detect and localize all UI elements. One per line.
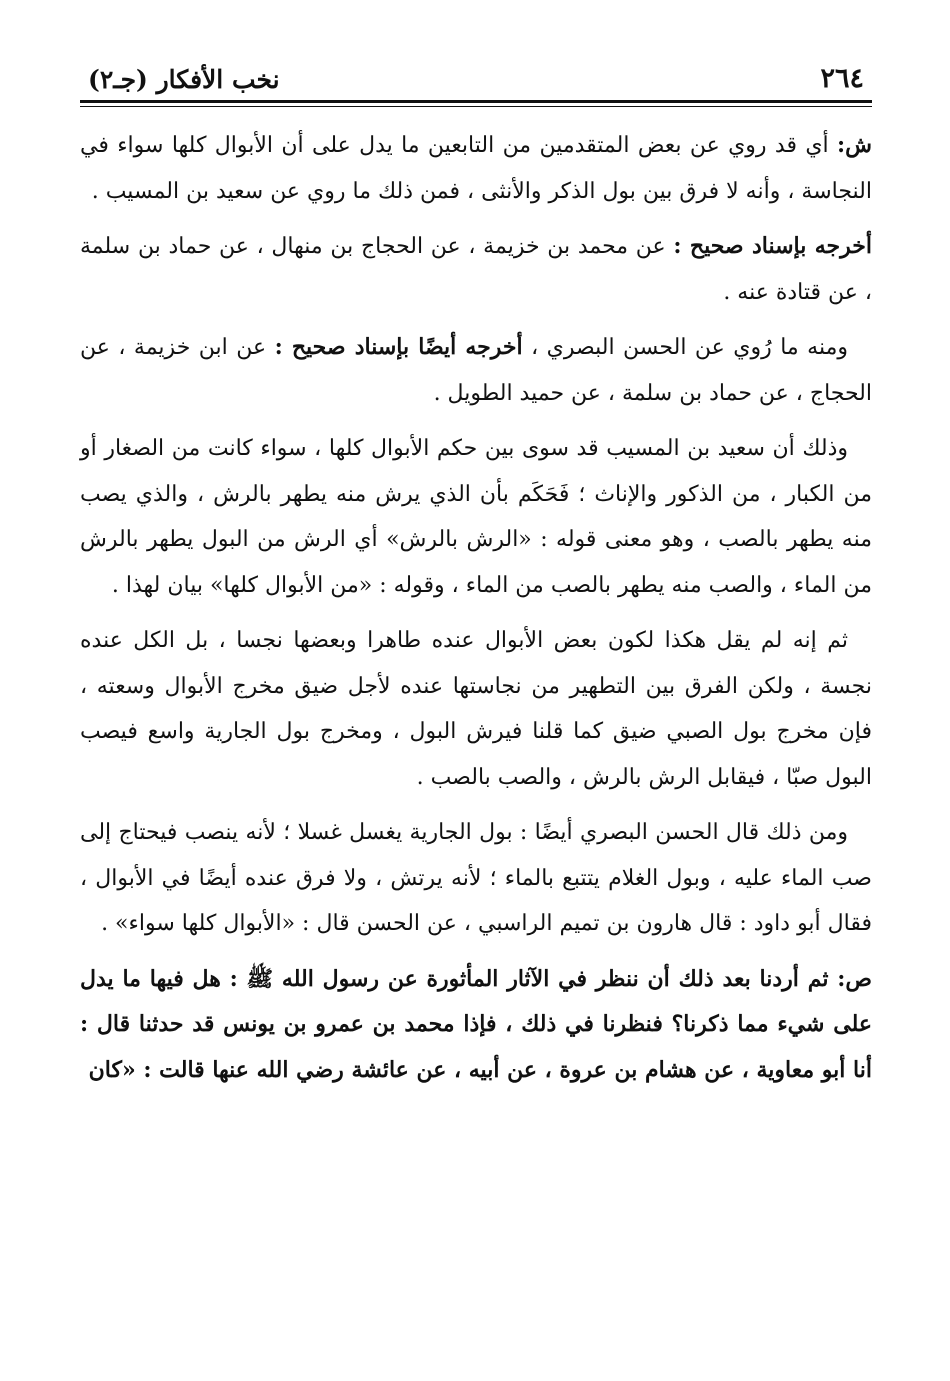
takhrij-label: أخرجه أيضًا بإسناد صحيح :	[274, 334, 523, 360]
page-body	[80, 123, 872, 1093]
paragraph-text: عن محمد بن خزيمة ، عن الحجاج بن منهال ، عن حماد بن سلمة ، عن قتادة عنه .	[80, 234, 872, 305]
sharh-marker: ش:	[837, 132, 872, 158]
book-title: نخب الأفكار (جـ٢)	[88, 65, 280, 94]
page-number: ٢٦٤	[820, 63, 864, 94]
header-rule-thick	[80, 100, 872, 103]
paragraph-explanation-3	[80, 810, 872, 947]
paragraph-text: عن ابن خزيمة ، عن الحجاج ، عن حماد بن سلمة ، عن حميد الطويل .	[80, 335, 872, 406]
paragraph-text: أي قد روي عن بعض المتقدمين من التابعين ما يدل على أن الأبوال كلها سواء في النجاسة ، وأنه لا فرق بين بول الذكر والأنثى ، فمن ذلك ما روي عن سعيد بن المسيب .	[80, 133, 872, 204]
paragraph-text: ثم إنه لم يقل هكذا لكون بعض الأبوال عنده طاهرا وبعضها نجسا ، بل الكل عنده نجسة ، ولكن الفرق بين التطهير من نجاستها عنده لأجل ضيق مخرج الأبوال وسعته ، فإن مخرج بول الصبي ضيق كما قلنا فيرش البول ، ومخرج بول الجارية واسع فيصب البول صبّا ، فيقابل الرش بالرش ، والصب بالصب .	[80, 628, 872, 790]
paragraph-matn	[80, 957, 872, 1094]
running-header	[80, 50, 872, 94]
paragraph-explanation-2	[80, 618, 872, 800]
paragraph-sharh-1	[80, 123, 872, 214]
matn-marker: ص:	[837, 965, 872, 992]
paragraph-explanation-1	[80, 426, 872, 608]
paragraph-takhrij-2	[80, 325, 872, 416]
paragraph-takhrij-1	[80, 224, 872, 315]
paragraph-text: ومنه ما رُوي عن الحسن البصري ،	[522, 335, 849, 360]
paragraph-text: ومن ذلك قال الحسن البصري أيضًا : بول الجارية يغسل غسلا ؛ لأنه ينصب فيحتاج إلى صب الماء عليه ، وبول الغلام يتتبع بالماء ؛ لأنه يرتش ، ولا فرق عنده أيضًا في الأبوال ، فقال أبو داود : قال هارون بن تميم الراسبي ، عن الحسن قال : «الأبوال كلها سواء» .	[80, 820, 872, 936]
paragraph-text: وذلك أن سعيد بن المسيب قد سوى بين حكم الأبوال كلها ، سواء كانت من الصغار أو من الكبار ، من الذكور والإناث ؛ فَحَكَم بأن الذي يرش منه يطهر بالرش ، والذي يصب منه يطهر بالصب ، وهو معنى قوله : «الرش بالرش» أي الرش من البول يطهر بالرش من الماء ، والصب منه يطهر بالصب من الماء ، وقوله : «من الأبوال كلها» بيان لهذا .	[80, 436, 872, 598]
header-rule-thin	[80, 106, 872, 107]
takhrij-label: أخرجه بإسناد صحيح :	[673, 233, 872, 259]
paragraph-text: ثم أردنا بعد ذلك أن ننظر في الآثار المأثورة عن رسول الله ﷺ : هل فيها ما يدل على شيء مما ذكرنا؟ فنظرنا في ذلك ، فإذا محمد بن عمرو بن يونس قد حدثنا قال : أنا أبو معاوية ، عن هشام بن عروة ، عن أبيه ، عن عائشة رضي الله عنها قالت : «كان	[80, 965, 872, 1083]
